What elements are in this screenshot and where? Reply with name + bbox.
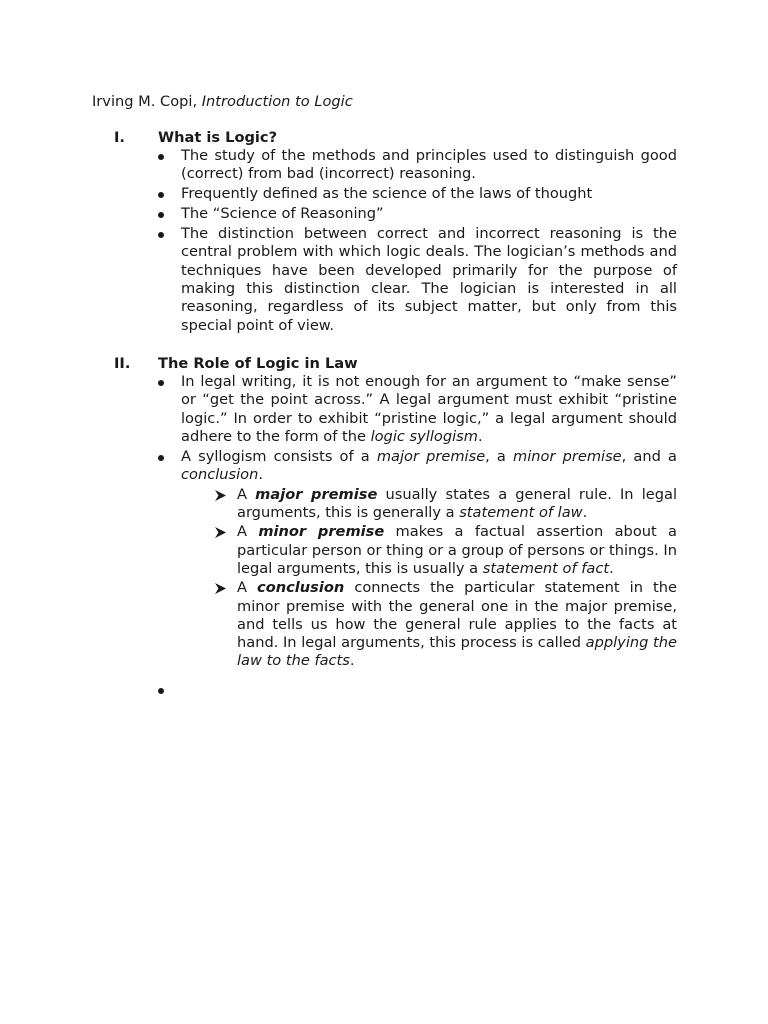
sub-emphasis: statement of fact	[482, 559, 610, 577]
sub-text: connects the particular statement in the minor premise with the general one in the major premise, and tells us how the general rule applies to the facts at hand. In legal arguments, this process is called	[237, 579, 677, 652]
punctuation: .	[477, 427, 483, 445]
bullet-icon	[158, 688, 164, 694]
sub-item-major-premise	[237, 486, 677, 523]
section-title: What is Logic?	[158, 129, 278, 146]
bullet-item	[181, 185, 677, 203]
term-major-premise: major premise	[376, 448, 486, 466]
bullet-item	[181, 147, 677, 184]
bullet-item	[181, 448, 677, 671]
sub-term: major premise	[255, 485, 378, 503]
bullet-item	[181, 225, 677, 335]
empty-bullet-item	[181, 681, 677, 699]
section-number: I.	[114, 129, 125, 146]
bullet-icon	[158, 455, 164, 461]
document-title	[92, 93, 353, 111]
sub-term: minor premise	[258, 523, 385, 541]
bullet-text: , a	[485, 448, 513, 466]
section-heading	[0, 129, 768, 147]
bullet-item	[181, 373, 677, 446]
sub-item-minor-premise	[237, 523, 677, 578]
bullet-list	[0, 147, 768, 335]
term-conclusion: conclusion	[181, 466, 259, 484]
bullet-text: Frequently defined as the science of the laws of thought	[181, 184, 593, 202]
sub-text: A	[237, 579, 258, 597]
bullet-text: The distinction between correct and incorrect reasoning is the central problem with which logic deals. The logician’s methods and techniques have been developed primarily for the purpose of making this distinction clear. The logician is interested in all reasoning, regardless of its subject matter, but only from this special point of view.	[181, 225, 677, 334]
bullet-icon	[158, 380, 164, 386]
bullet-icon	[158, 154, 164, 160]
sub-text: usually states a general rule. In legal arguments, this is generally a	[237, 485, 677, 522]
bullet-list	[0, 373, 768, 699]
punctuation: .	[349, 652, 355, 670]
author-name: Irving M. Copi,	[92, 93, 202, 110]
arrowhead-icon	[214, 582, 227, 595]
bullet-icon	[158, 212, 164, 218]
bullet-text: In legal writing, it is not enough for an argument to “make sense” or “get the point across.” A legal argument must exhibit “pristine logic.” In order to exhibit “pristine logic,” a legal argument should adhere to the form of the	[181, 373, 677, 445]
sub-emphasis: applying the law to the facts	[237, 634, 677, 670]
bullet-item	[181, 205, 677, 223]
sub-list	[181, 486, 677, 671]
bullet-text: A syllogism consists of a	[181, 448, 377, 466]
arrowhead-icon	[214, 489, 227, 502]
section-heading	[0, 355, 768, 373]
section-role-of-logic-in-law	[0, 355, 768, 699]
term-minor-premise: minor premise	[513, 448, 622, 466]
bullet-text: The “Science of Reasoning”	[181, 204, 384, 222]
sub-term: conclusion	[257, 579, 345, 597]
sub-item-conclusion	[237, 579, 677, 670]
arrowhead-icon	[214, 526, 227, 539]
section-what-is-logic	[0, 129, 768, 335]
section-number: II.	[114, 355, 131, 372]
punctuation: .	[258, 466, 264, 484]
sub-text: makes a factual assertion about a particular person or thing or a group of persons or things. In legal arguments, this is usually a	[237, 523, 677, 577]
bullet-emphasis: logic syllogism	[370, 427, 478, 445]
bullet-icon	[158, 192, 164, 198]
sub-emphasis: statement of law	[459, 504, 583, 522]
bullet-text: , and a	[621, 448, 677, 466]
bullet-text: The study of the methods and principles used to distinguish good (correct) from bad (incorrect) reasoning.	[181, 147, 677, 183]
sub-text: A	[237, 485, 256, 503]
section-title: The Role of Logic in Law	[158, 355, 358, 372]
sub-text: A	[237, 523, 259, 541]
punctuation: .	[582, 504, 588, 522]
bullet-icon	[158, 232, 164, 238]
book-title: Introduction to Logic	[201, 93, 353, 110]
punctuation: .	[609, 559, 614, 577]
